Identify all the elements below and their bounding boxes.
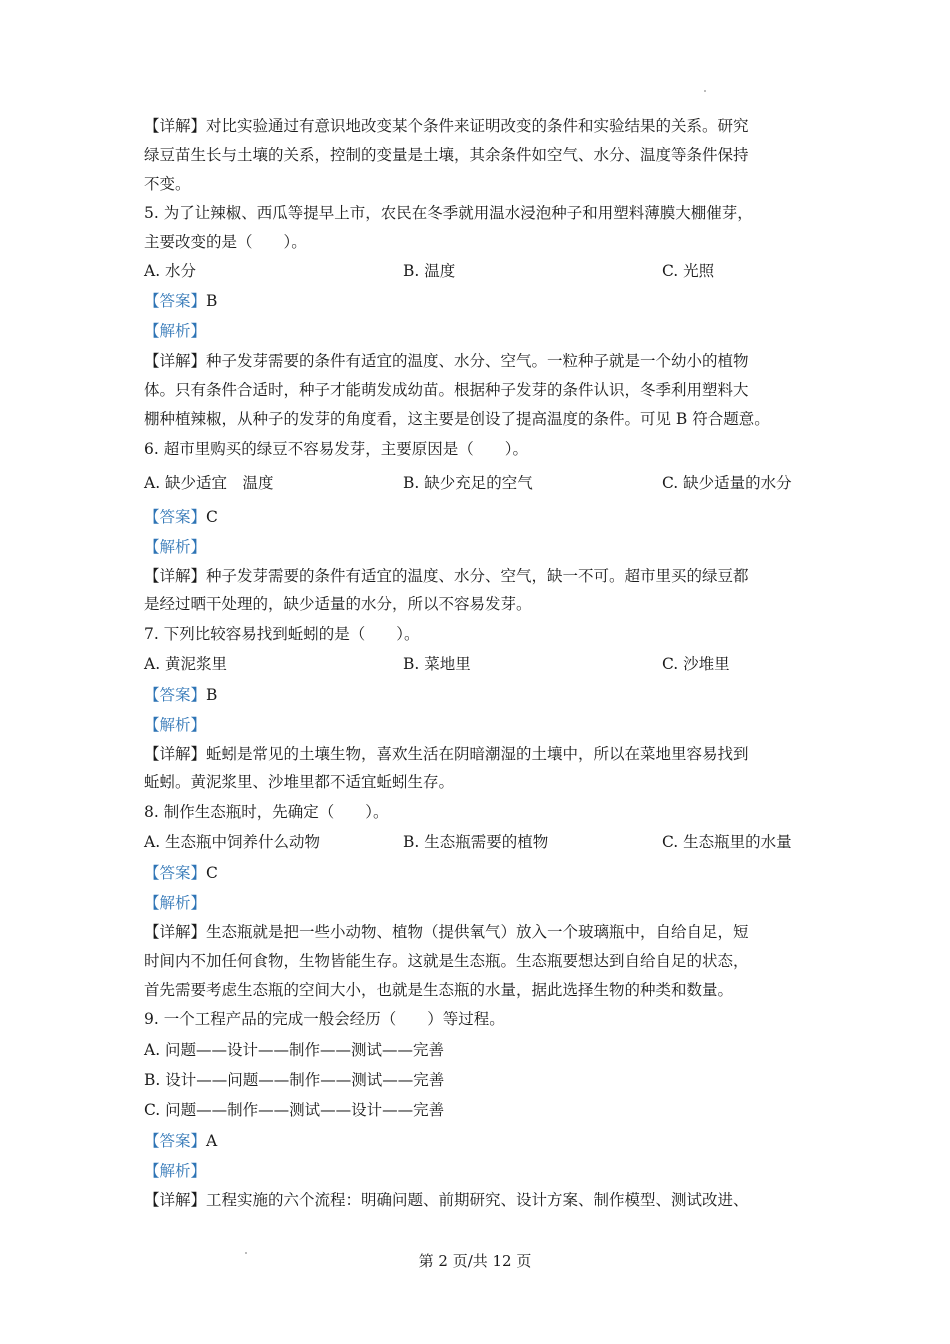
- option-a: A. 问题——设计——制作——测试——完善: [144, 1041, 445, 1059]
- analysis-label: 【解析】: [144, 894, 207, 912]
- detail-line: 【详解】种子发芽需要的条件有适宜的温度、水分、空气。一粒种子就是一个幼小的植物: [144, 352, 749, 370]
- option-c: C. 光照: [662, 262, 715, 280]
- detail-line: 时间内不加任何食物，生物皆能生存。这就是生态瓶。生态瓶要想达到自给自足的状态，: [144, 952, 749, 970]
- question-stem: 主要改变的是（ ）。: [144, 233, 307, 251]
- analysis-label: 【解析】: [144, 538, 207, 556]
- option-c: C. 问题——制作——测试——设计——完善: [144, 1101, 445, 1119]
- question-stem: 5. 为了让辣椒、西瓜等提早上市，农民在冬季就用温水浸泡种子和用塑料薄膜大棚催芽，: [144, 204, 753, 222]
- option-b: B. 设计——问题——制作——测试——完善: [144, 1071, 445, 1089]
- analysis-label: 【解析】: [144, 716, 207, 734]
- detail-line: 棚种植辣椒，从种子的发芽的角度看，这主要是创设了提高温度的条件。可见 B 符合题意。: [144, 410, 770, 428]
- analysis-label: 【解析】: [144, 1162, 207, 1180]
- detail-line: 【详解】种子发芽需要的条件有适宜的温度、水分、空气，缺一不可。超市里买的绿豆都: [144, 567, 749, 585]
- detail-line: 【详解】蚯蚓是常见的土壤生物，喜欢生活在阴暗潮湿的土壤中，所以在菜地里容易找到: [144, 745, 749, 763]
- detail-line: 首先需要考虑生态瓶的空间大小，也就是生态瓶的水量，据此选择生物的种类和数量。: [144, 981, 734, 999]
- question-stem: 7. 下列比较容易找到蚯蚓的是（ ）。: [144, 625, 420, 643]
- page-footer: 第 2 页/共 12 页: [418, 1252, 532, 1270]
- option-a: A. 水分: [144, 262, 197, 280]
- option-c: C. 沙堆里: [662, 655, 730, 673]
- option-b: B. 缺少充足的空气: [403, 474, 533, 492]
- question-stem: 9. 一个工程产品的完成一般会经历（ ）等过程。: [144, 1010, 505, 1028]
- explanation-line: 不变。: [144, 175, 191, 193]
- corner-mark: [704, 90, 706, 92]
- option-a: A. 生态瓶中饲养什么动物: [144, 833, 321, 851]
- answer-line: 【答案】C: [144, 864, 218, 882]
- detail-line: 是经过晒干处理的，缺少适量的水分，所以不容易发芽。: [144, 595, 532, 613]
- question-stem: 8. 制作生态瓶时，先确定（ ）。: [144, 803, 389, 821]
- answer-line: 【答案】B: [144, 292, 218, 310]
- option-b: B. 菜地里: [403, 655, 471, 673]
- explanation-line: 绿豆苗生长与土壤的关系，控制的变量是土壤，其余条件如空气、水分、温度等条件保持: [144, 146, 749, 164]
- explanation-line: 【详解】对比实验通过有意识地改变某个条件来证明改变的条件和实验结果的关系。研究: [144, 117, 749, 135]
- option-b: B. 生态瓶需要的植物: [403, 833, 549, 851]
- option-a: A. 缺少适宜 温度: [144, 474, 274, 492]
- option-c: C. 生态瓶里的水量: [662, 833, 792, 851]
- answer-line: 【答案】A: [144, 1132, 218, 1150]
- option-b: B. 温度: [403, 262, 456, 280]
- question-stem: 6. 超市里购买的绿豆不容易发芽，主要原因是（ ）。: [144, 440, 528, 458]
- detail-line: 体。只有条件合适时，种子才能萌发成幼苗。根据种子发芽的条件认识，冬季利用塑料大: [144, 381, 749, 399]
- detail-line: 【详解】工程实施的六个流程：明确问题、前期研究、设计方案、制作模型、测试改进、: [144, 1191, 749, 1209]
- answer-line: 【答案】B: [144, 686, 218, 704]
- option-a: A. 黄泥浆里: [144, 655, 228, 673]
- answer-line: 【答案】C: [144, 508, 218, 526]
- detail-line: 蚯蚓。黄泥浆里、沙堆里都不适宜蚯蚓生存。: [144, 773, 455, 791]
- option-c: C. 缺少适量的水分: [662, 474, 792, 492]
- detail-line: 【详解】生态瓶就是把一些小动物、植物（提供氧气）放入一个玻璃瓶中，自给自足，短: [144, 923, 749, 941]
- analysis-label: 【解析】: [144, 322, 207, 340]
